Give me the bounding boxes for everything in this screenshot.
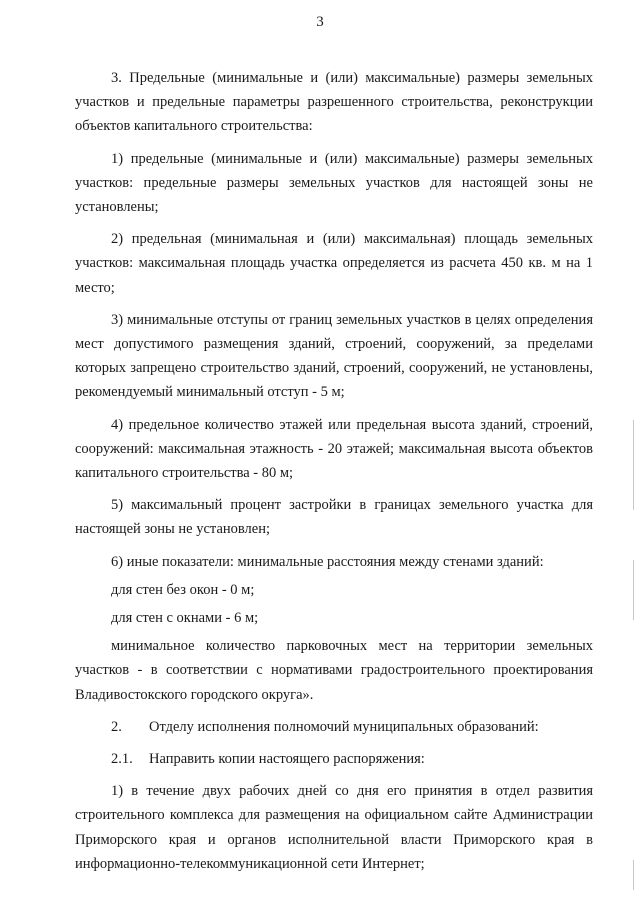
list-item-2 bbox=[75, 715, 593, 739]
scan-edge-mark bbox=[633, 420, 634, 510]
list-item-number: 2.1. bbox=[111, 751, 133, 768]
document-body bbox=[75, 66, 593, 884]
paragraph-item-5: 5) максимальный процент застройки в границах земельного участка для настоящей зоны не установлен; bbox=[75, 497, 593, 538]
list-item-number: 2. bbox=[111, 718, 122, 735]
scan-edge-mark bbox=[633, 560, 634, 620]
paragraph-walls-no-windows: для стен без окон - 0 м; bbox=[111, 581, 255, 598]
paragraph-item-4: 4) предельное количество этажей или предельная высота зданий, строений, сооружений: максимальная этажность - 20 этажей; максимальная высота объектов капитального строительства - 80 м; bbox=[75, 416, 593, 482]
scan-edge-mark bbox=[633, 860, 634, 890]
paragraph-section-3: 3. Предельные (минимальные и (или) максимальные) размеры земельных участков и предельные параметры разрешенного строительства, реконструкции объектов капитального строительства: bbox=[75, 70, 593, 135]
paragraph-item-3: 3) минимальные отступы от границ земельных участков в целях определения мест допустимого размещения зданий, строений, сооружений, за пределами которых запрещено строительство зданий, строений, сооружений, не установлены, рекомендуемый минимальный отступ - 5 м; bbox=[75, 311, 593, 401]
list-item-text: Отделу исполнения полномочий муниципальных образований: bbox=[149, 718, 539, 735]
paragraph-item-6: 6) иные показатели: минимальные расстояния между стенами зданий: bbox=[111, 553, 544, 570]
paragraph-item-2: 2) предельная (минимальная и (или) максимальная) площадь земельных участков: максимальная площадь участка определяется из расчета 450 кв. м на 1 место; bbox=[75, 231, 593, 296]
paragraph-sub-item-1: 1) в течение двух рабочих дней со дня его принятия в отдел развития строительного комплекса для размещения на официальном сайте Администрации Приморского края и органов исполнительной власти Приморского края в информационно-телекоммуникационной сети Интернет; bbox=[75, 783, 593, 872]
paragraph-walls-with-windows: для стен с окнами - 6 м; bbox=[111, 610, 259, 627]
paragraph-parking: минимальное количество парковочных мест на территории земельных участков - в соответствии с нормативами градостроительного проектирования Владивостокского городского округа». bbox=[75, 638, 593, 703]
paragraph-item-1: 1) предельные (минимальные и (или) максимальные) размеры земельных участков: предельные размеры земельных участков для настоящей зоны не установлены; bbox=[75, 150, 593, 216]
list-item-2-1 bbox=[75, 747, 593, 771]
list-item-text: Направить копии настоящего распоряжения: bbox=[149, 751, 425, 768]
page-number: 3 bbox=[316, 14, 324, 30]
